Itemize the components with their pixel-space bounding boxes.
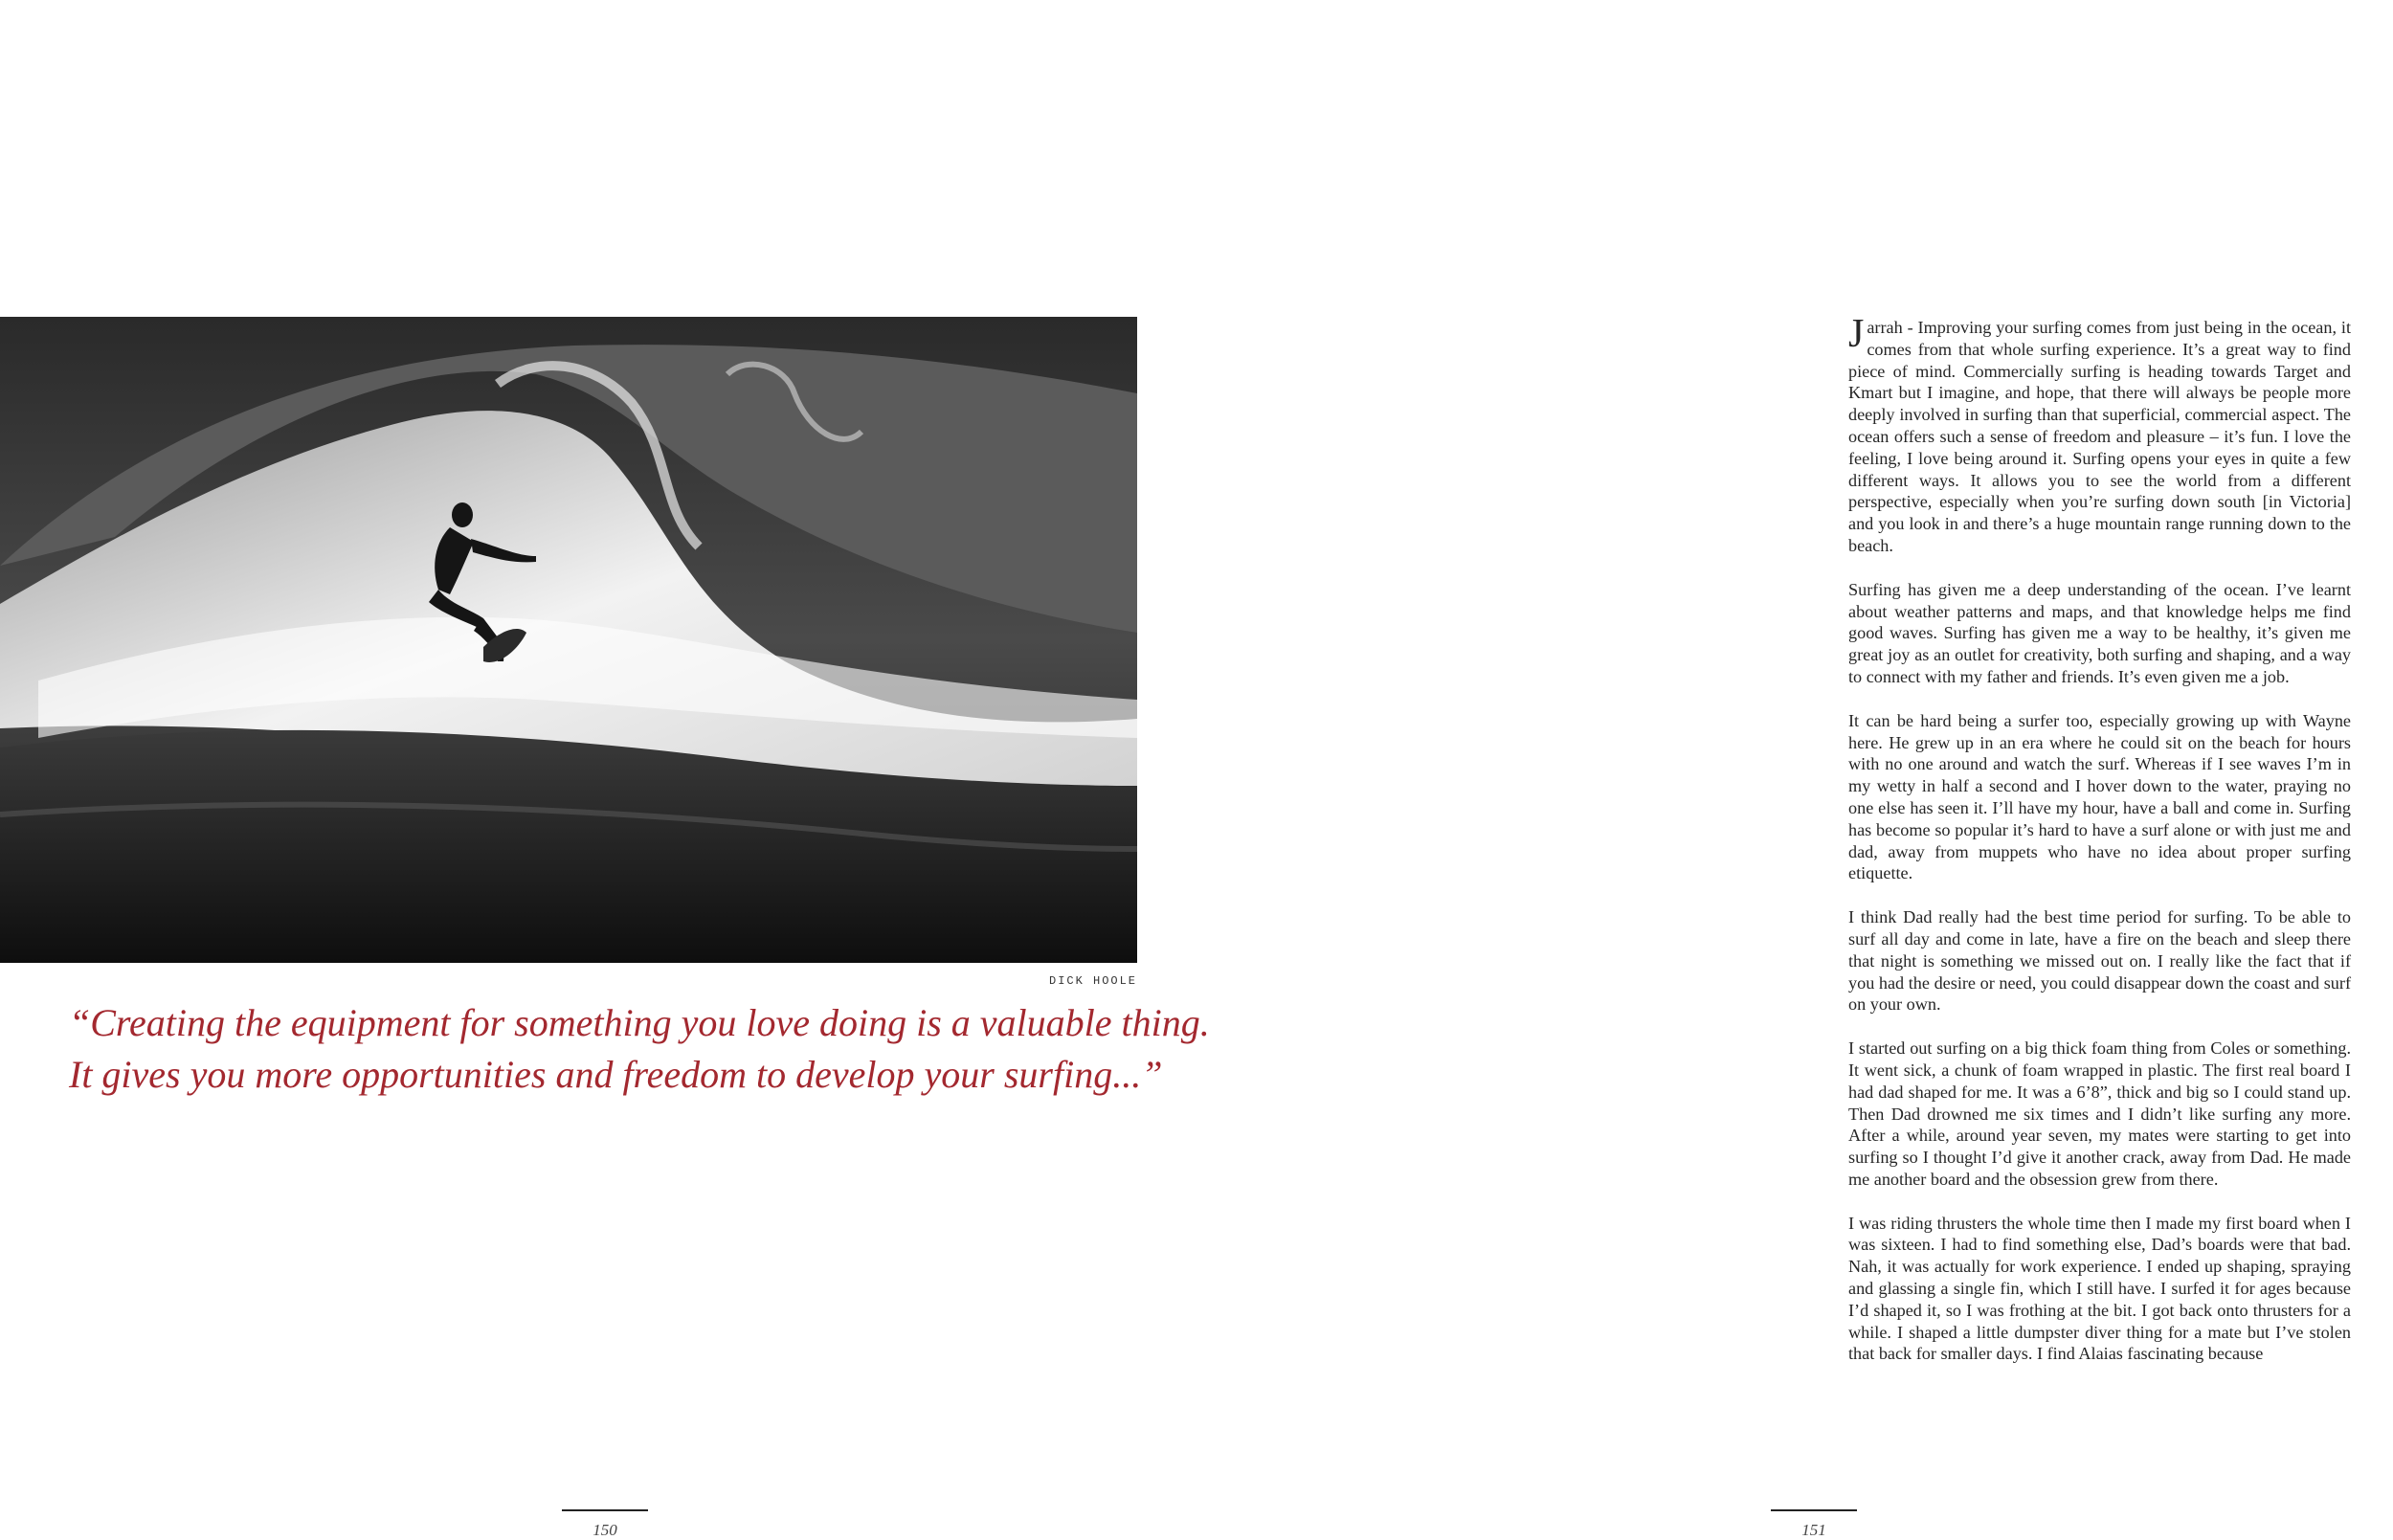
article-paragraph: It can be hard being a surfer too, especially growing up with Wayne here. He grew up in an era where he could sit on the beach for hours with no one around and watch the surf. Whereas if I see waves I’m in my wetty in half a second and I hover down to the water, praying no one else has seen it. I’ll have my hour, have a ball and come in. Surfing has become so popular it’s hard to have a surf alone or with just me and dad, away from muppets who have no idea about proper surfing etiquette. (1848, 710, 2351, 883)
pull-quote-line: It gives you more opportunities and freedom to develop your surfing...” (69, 1053, 1163, 1096)
pull-quote (69, 997, 1210, 1101)
pull-quote-line: “Creating the equipment for something you love doing is a valuable thing. (69, 1001, 1210, 1044)
article-paragraph: I started out surfing on a big thick foam thing from Coles or something. It went sick, a chunk of foam wrapped in plastic. The first real board I had dad shaped for me. It was a 6’8”, thick and big so I could stand up. Then Dad drowned me six times and I didn’t like surfing any more. After a while, around year seven, my mates were starting to get into surfing so I thought I’d give it another crack, away from Dad. He made me another board and the obsession grew from there. (1848, 1038, 2351, 1189)
photo-credit: DICK HOOLE (1049, 974, 1138, 988)
article-paragraph: I was riding thrusters the whole time then I made my first board when I was sixteen. I had to find something else, Dad’s boards were that bad. Nah, it was actually for work experience. I ended up shaping, spraying and glassing a single fin, which I still have. I surfed it for ages because I’d shaped it, so I was frothing at the bit. I got back onto thrusters for a while. I shaped a little dumpster diver thing for a mate but I’ve stolen that back for smaller days. I find Alaias fascinating because (1848, 1213, 2351, 1364)
page-number-left (562, 1509, 648, 1540)
surf-photo (0, 317, 1137, 963)
article-paragraph (1848, 312, 2351, 557)
drop-cap: J (1848, 312, 1865, 356)
article-body (1848, 312, 2351, 1387)
paragraph-text: arrah - Improving your surfing comes from just being in the ocean, it comes from that whole surfing experience. It’s a great way to find piece of mind. Commercially surfing is heading towards Target and Kmart but I imagine, and hope, that there will always be people more deeply involved in surfing than that superficial, commercial aspect. The ocean offers such a sense of freedom and pleasure – it’s fun. I love the feeling, I love being around it. Surfing opens your eyes in quite a few different ways. It allows you to see the world from a different perspective, especially when you’re surfing down south [in Victoria] and you look in and there’s a huge mountain range running down to the beach. (1848, 318, 2351, 555)
article-paragraph: I think Dad really had the best time period for surfing. To be able to surf all day and come in late, have a fire on the beach and sleep there that night is something we missed out on. I really like the fact that if you had the desire or need, you could disappear down the coast and surf on your own. (1848, 907, 2351, 1015)
page-number: 150 (593, 1521, 617, 1539)
folio-rule (562, 1509, 648, 1511)
article-paragraph: Surfing has given me a deep understanding of the ocean. I’ve learnt about weather patterns and maps, and that knowledge helps me find good waves. Surfing has given me a way to be healthy, it’s given me great joy as an outlet for creativity, both surfing and shaping, and a way to connect with my father and friends. It’s even given me a job. (1848, 579, 2351, 686)
surf-wave-icon (0, 317, 1137, 963)
page-number: 151 (1801, 1521, 1826, 1539)
page-number-right (1771, 1509, 1857, 1540)
folio-rule (1771, 1509, 1857, 1511)
